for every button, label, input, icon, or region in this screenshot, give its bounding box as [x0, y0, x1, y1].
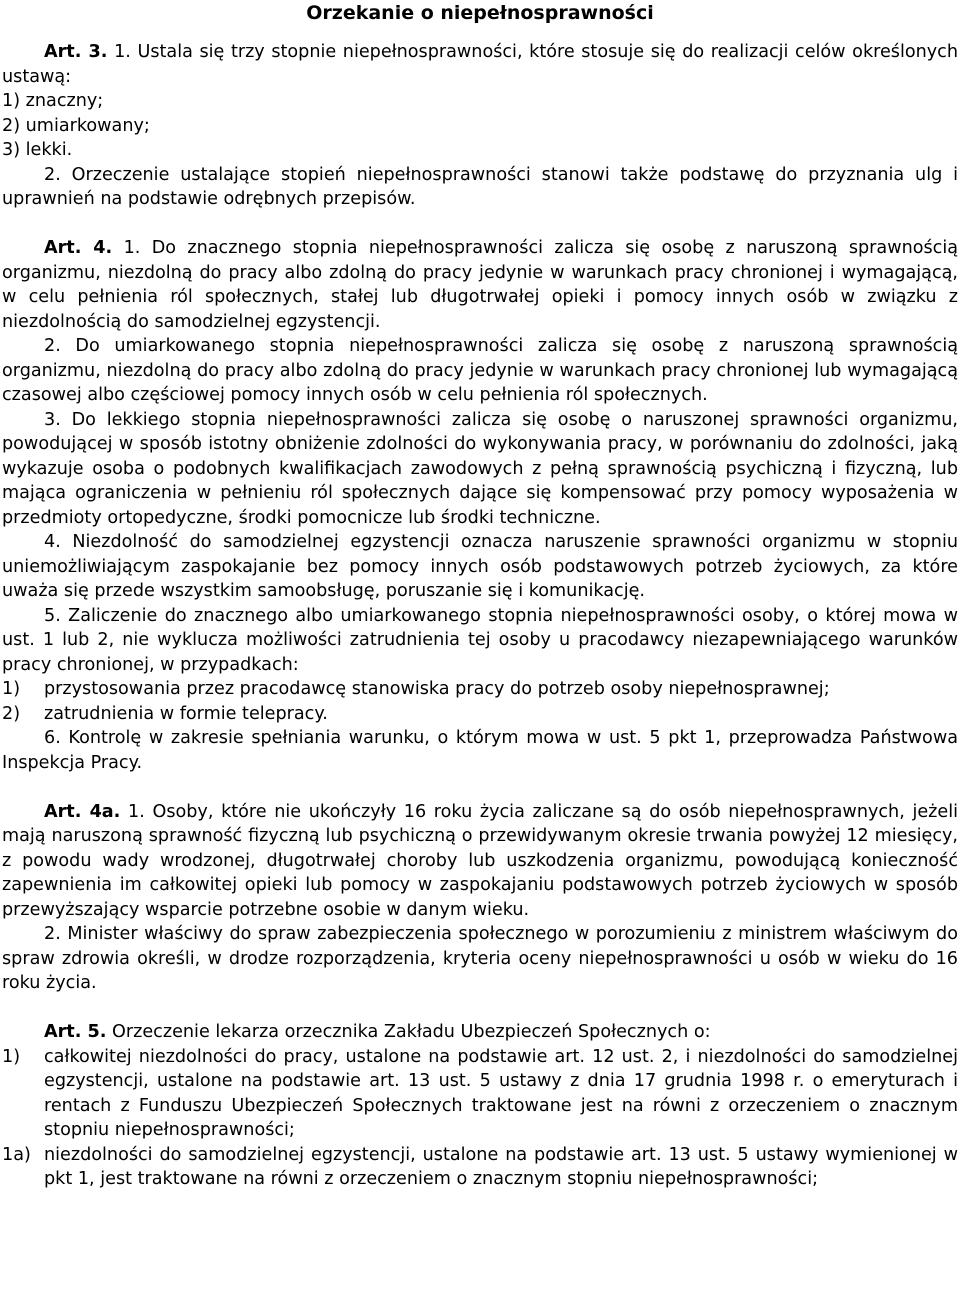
art4-paragraph-3: 3. Do lekkiego stopnia niepełnosprawności zalicza się osobę o naruszonej sprawności organizmu, powodującej w sposób istotny obniżenie zdolności do wykonywania pracy, w porównaniu do zdolności, jaką wykazuje osoba o podobnych kwalifikacjach zawodowych z pełną sprawnością psychiczną i fizyczną, lub mająca ograniczenia w pełnieniu ról społecznych dające się kompensować przy pomocy wyposażenia w przedmioty ortopedyczne, środki pomocnicze lub środki techniczne.: [2, 409, 958, 528]
list-item: 2) umiarkowany;: [2, 115, 150, 136]
art5-item-1a: [2, 1143, 958, 1192]
art3-paragraph-1: [2, 40, 958, 89]
list-item: 3) lekki.: [2, 140, 73, 160]
art5-intro: [2, 1020, 958, 1045]
art4a-paragraph-2: 2. Minister właściwy do spraw zabezpieczenia społecznego w porozumieniu z ministrem właściwym do spraw zdrowia określi, w drodze rozporządzenia, kryteria oceny niepełnosprawności u osób w wieku do 16 roku życia.: [2, 924, 958, 993]
art5-intro-text: Orzeczenie lekarza orzecznika Zakładu Ubezpieczeń Społecznych o:: [112, 1022, 711, 1042]
art4-p1-number: 1.: [123, 238, 141, 258]
page-title: Orzekanie o niepełnosprawności: [306, 2, 654, 24]
art4-label: Art. 4.: [44, 238, 113, 258]
art4-paragraph-6: 6. Kontrolę w zakresie spełniania warunku, o którym mowa w ust. 5 pkt 1, przeprowadza Państwowa Inspekcja Pracy.: [2, 728, 958, 773]
spacer: [2, 212, 958, 237]
art4-p1-text: Do znacznego stopnia niepełnosprawności zalicza się osobę z naruszoną sprawnością organizmu, niezdolną do pracy albo zdolną do pracy jedynie w warunkach pracy chronionej i wymagającą, w celu pełnienia ról społecznych, stałej lub długotrwałej opieki i pomocy innych osób w związku z niezdolnością do samodzielnej egzystencji.: [2, 238, 959, 332]
item-number: 1): [2, 679, 21, 699]
item-text: zatrudnienia w formie telepracy.: [44, 703, 328, 724]
item-number: 2): [2, 703, 21, 724]
art3-p2-number: 2.: [44, 164, 61, 185]
art4-p5-item-2: [2, 702, 958, 727]
art4a-paragraph-1: [2, 800, 958, 923]
art3-list: [2, 89, 958, 163]
art4a-p1-text: 1. Osoby, które nie ukończyły 16 roku życia zaliczane są do osób niepełnosprawnych, jeżeli mają naruszoną sprawność fizyczną lub psychiczną o przewidywanym okresie trwania powyżej 12 miesięcy, z powodu wady wrodzonej, długotrwałej choroby lub uszkodzenia organizmu, powodującą konieczność zapewnienia im całkowitej opieki lub pomocy w zaspokajaniu podstawowych potrzeb życiowych w sposób przewyższający wsparcie potrzebne osobie w danym wieku.: [2, 801, 958, 920]
item-text: przystosowania przez pracodawcę stanowiska pracy do potrzeb osoby niepełnosprawnej;: [44, 679, 830, 699]
spacer: [2, 775, 958, 800]
art4-paragraph-5: 5. Zaliczenie do znacznego albo umiarkowanego stopnia niepełnosprawności osoby, o której mowa w ust. 1 lub 2, nie wyklucza możliwości zatrudnienia tej osoby u pracodawcy niezapewniającego warunków pracy chronionej, w przypadkach:: [2, 605, 958, 675]
art4a-label: Art. 4a.: [44, 801, 121, 822]
art3-p1-text: Ustala się trzy stopnie niepełnosprawności, które stosuje się do realizacji celów określonych ustawą:: [2, 42, 959, 87]
art3-p2-text: Orzeczenie ustalające stopień niepełnosprawności stanowi także podstawę do przyznania ulg i uprawnień na podstawie odrębnych przepisów.: [2, 164, 958, 209]
item-number: 1): [2, 1046, 21, 1067]
art3-label: Art. 3.: [44, 42, 108, 62]
item-number: 1a): [2, 1144, 31, 1165]
art3-paragraph-2: [2, 163, 958, 212]
list-item: 1) znaczny;: [2, 91, 104, 111]
art4-paragraph-2: 2. Do umiarkowanego stopnia niepełnosprawności zalicza się osobę z naruszoną sprawnością organizmu, niezdolną do pracy albo zdolną do pracy jedynie w warunkach pracy chronionej lub wymagającą czasowej albo częściowej pomocy innych osób w celu pełnienia ról społecznych.: [2, 336, 958, 405]
spacer: [2, 26, 958, 40]
item-text: niezdolności do samodzielnej egzystencji, ustalone na podstawie art. 13 ust. 5 ustawy wymienionej w pkt 1, jest traktowane na równi z orzeczeniem o znacznym stopniu niepełnosprawności;: [44, 1144, 958, 1189]
art3-p1-number: 1.: [114, 42, 131, 62]
art4-paragraph-1: [2, 236, 958, 334]
art5-label: Art. 5.: [44, 1022, 107, 1042]
art5-item-1: [2, 1045, 958, 1143]
art4-p5-item-1: [2, 677, 958, 702]
item-text: całkowitej niezdolności do pracy, ustalone na podstawie art. 12 ust. 2, i niezdolności do samodzielnej egzystencji, ustalone na podstawie art. 13 ust. 5 ustawy z dnia 17 grudnia 1998 r. o emeryturach i rentach z Funduszu Ubezpieczeń Społecznych traktowane jest na równi z orzeczeniem o znacznym stopniu niepełnosprawności;: [44, 1046, 958, 1140]
art4-paragraph-4: 4. Niezdolność do samodzielnej egzystencji oznacza naruszenie sprawności organizmu w stopniu uniemożliwiającym zaspokajanie bez pomocy innych osób podstawowych potrzeb życiowych, za które uważa się przede wszystkim samoobsługę, poruszanie się i komunikację.: [2, 532, 958, 601]
spacer: [2, 996, 958, 1021]
